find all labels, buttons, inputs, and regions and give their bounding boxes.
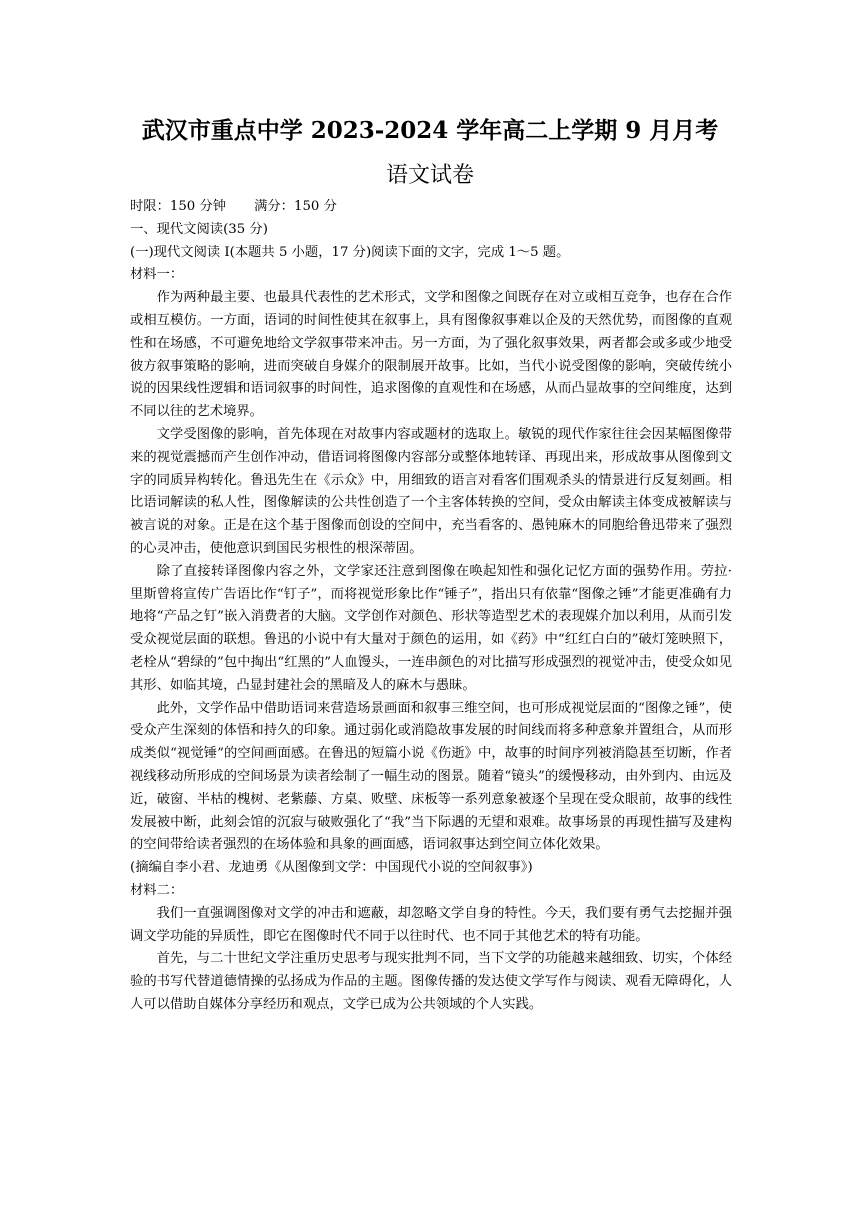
section-heading: 一、现代文阅读(35 分) xyxy=(130,221,268,237)
material-one-paragraph-3: 除了直接转译图像内容之外，文学家还注意到图像在唤起知性和强化记忆方面的强势作用。劳拉·里斯曾将宣传广告语比作“钉子”，而将视觉形象比作“锤子”，指出只有依靠“图像之锤”才能更准确有力地将“产品之钉”嵌入消费者的大脑。文学创作对颜色、形状等造型艺术的表现媒介加以利用，从而引发受众视觉层面的联想。鲁迅的小说中有大量对于颜色的运用，如《药》中“红红白白的”破灯笼映照下，老栓从“碧绿的”包中掏出“红黑的”人血馒头，一连串颜色的对比描写形成强烈的视觉冲击，使受众如见其形、如临其境，凸显封建社会的黑暗及人的麻木与愚昧。 xyxy=(130,563,732,693)
exam-body xyxy=(130,196,732,1017)
material-two-paragraph-1: 我们一直强调图像对文学的冲击和遮蔽，却忽略文学自身的特性。今天，我们要有勇气去挖掘并强调文学功能的异质性，即它在图像时代不同于以往时代、也不同于其他艺术的特有功能。 xyxy=(130,905,732,944)
part-one-heading: (一)现代文阅读 I(本题共 5 小题，17 分)阅读下面的文字，完成 1～5 题。 xyxy=(130,244,570,260)
material-one-paragraph-1: 作为两种最主要、也最具代表性的艺术形式，文学和图像之间既存在对立或相互竞争，也存在合作或相互模仿。一方面，语词的时间性使其在叙事上，具有图像叙事难以企及的天然优势，而图像的直观性和在场感，不可避免地给文学叙事带来冲击。另一方面，为了强化叙事效果，两者都会或多或少地受彼方叙事策略的影响，进而突破自身媒介的限制展开故事。比如，当代小说受图像的影响，突破传统小说的因果线性逻辑和语词叙事的时间性，追求图像的直观性和在场感，从而凸显故事的空间维度，达到不同以往的艺术境界。 xyxy=(130,290,732,420)
material-one-paragraph-2: 文学受图像的影响，首先体现在对故事内容或题材的选取上。敏锐的现代作家往往会因某幅图像带来的视觉震撼而产生创作冲动，借语词将图像内容部分或整体地转译、再现出来，形成故事从图像到文字的同质异构转化。鲁迅先生在《示众》中，用细致的语言对看客们围观杀头的情景进行反复刻画。相比语词解读的私人性，图像解读的公共性创造了一个主客体转换的空间，受众由解读主体变成被解读与被言说的对象。正是在这个基于图像而创设的空间中，充当看客的、愚钝麻木的同胞给鲁迅带来了强烈的心灵冲击，使他意识到国民劣根性的根深蒂固。 xyxy=(130,426,732,556)
time-limit: 时限：150 分钟 xyxy=(130,199,227,214)
exam-subtitle: 语文试卷 xyxy=(385,163,474,188)
exam-meta xyxy=(130,196,732,219)
exam-title: 武汉市重点中学 2023-2024 学年高二上学期 9 月月考 xyxy=(141,117,719,144)
material-two-label: 材料二： xyxy=(130,882,184,898)
material-one-paragraph-4: 此外，文学作品中借助语词来营造场景画面和叙事三维空间，也可形成视觉层面的“图像之锤”，使受众产生深刻的体悟和持久的印象。通过弱化或消隐故事发展的时间线而将多种意象并置组合，从而形成类似“视觉锤”的空间画面感。在鲁迅的短篇小说《伤逝》中，故事的时间序列被消隐甚至切断，作者视线移动所形成的空间场景为读者绘制了一幅生动的图景。随着“镜头”的缓慢移动，由外到内、由远及近，破窗、半枯的槐树、老紫藤、方桌、败壁、床板等一系列意象被逐个呈现在受众眼前，故事的线性发展被中断，此刻会馆的沉寂与破败强化了“我”当下际遇的无望和艰难。故事场景的再现性描写及建构的空间带给读者强烈的在场体验和具象的画面感，语词叙事达到空间立体化效果。 xyxy=(130,700,732,853)
full-score: 满分：150 分 xyxy=(254,199,337,214)
material-two-paragraph-2: 首先，与二十世纪文学注重历史思考与现实批判不同，当下文学的功能越来越细致、切实，个体经验的书写代替道德情操的弘扬成为作品的主题。图像传播的发达使文学写作与阅读、观看无障碍化，人人可以借助自媒体分享经历和观点，文学已成为公共领域的个人实践。 xyxy=(130,951,732,1012)
material-one-label: 材料一： xyxy=(130,267,184,283)
material-one-source: (摘编自李小君、龙迪勇《从图像到文学：中国现代小说的空间叙事》) xyxy=(130,860,533,876)
